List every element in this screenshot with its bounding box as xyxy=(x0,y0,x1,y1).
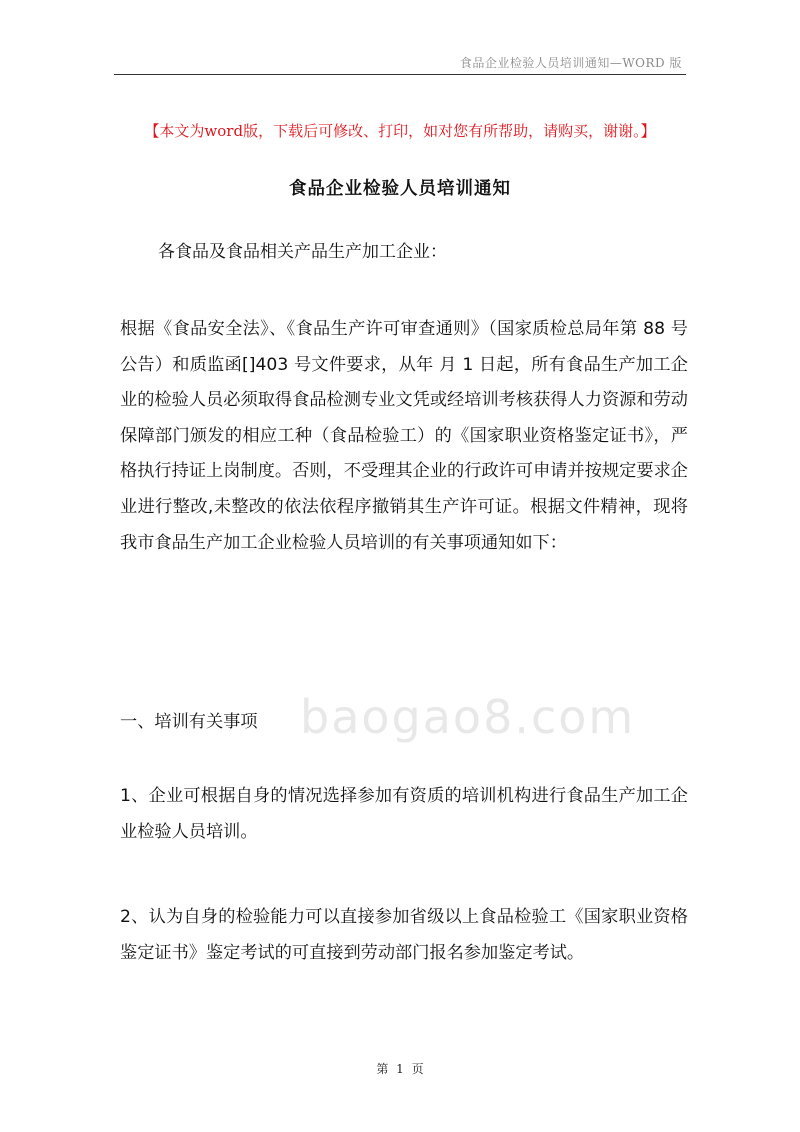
running-header: 食品企业检验人员培训通知—WORD 版 xyxy=(459,56,682,70)
main-paragraph: 根据《食品安全法》、《食品生产许可审查通则》（国家质检总局年第 88 号公告）和质监函[]403 号文件要求，从年 月 1 日起，所有食品生产加工企业的检验人员必须取得食品检测专业文凭或经培训考核获得人力资源和劳动保障部门颁发的相应工种（食品检验工）的《国家职业资格鉴定证书》，严格执行持证上岗制度。否则，不受理其企业的行政许可申请并按规定要求企业进行整改,未整改的依法依程序撤销其生产许可证。根据文件精神，现将我市食品生产加工企业检验人员培训的有关事项通知如下： xyxy=(120,319,688,553)
header-divider xyxy=(114,74,686,75)
list-item: 1、企业可根据自身的情况选择参加有资质的培训机构进行食品生产加工企业检验人员培训。 xyxy=(120,786,688,842)
watermark: baogao8.com xyxy=(300,690,636,744)
page-number: 第 1 页 xyxy=(376,1062,424,1076)
section-heading: 一、培训有关事项 xyxy=(120,712,258,732)
list-item: 2、认为自身的检验能力可以直接参加省级以上食品检验工《国家职业资格鉴定证书》鉴定考试的可直接到劳动部门报名参加鉴定考试。 xyxy=(120,907,688,963)
word-version-notice: 【本文为word版，下载后可修改、打印，如对您有所帮助，请购买，谢谢。】 xyxy=(144,122,656,140)
salutation: 各食品及食品相关产品生产加工企业： xyxy=(158,242,447,262)
document-title: 食品企业检验人员培训通知 xyxy=(289,179,511,199)
